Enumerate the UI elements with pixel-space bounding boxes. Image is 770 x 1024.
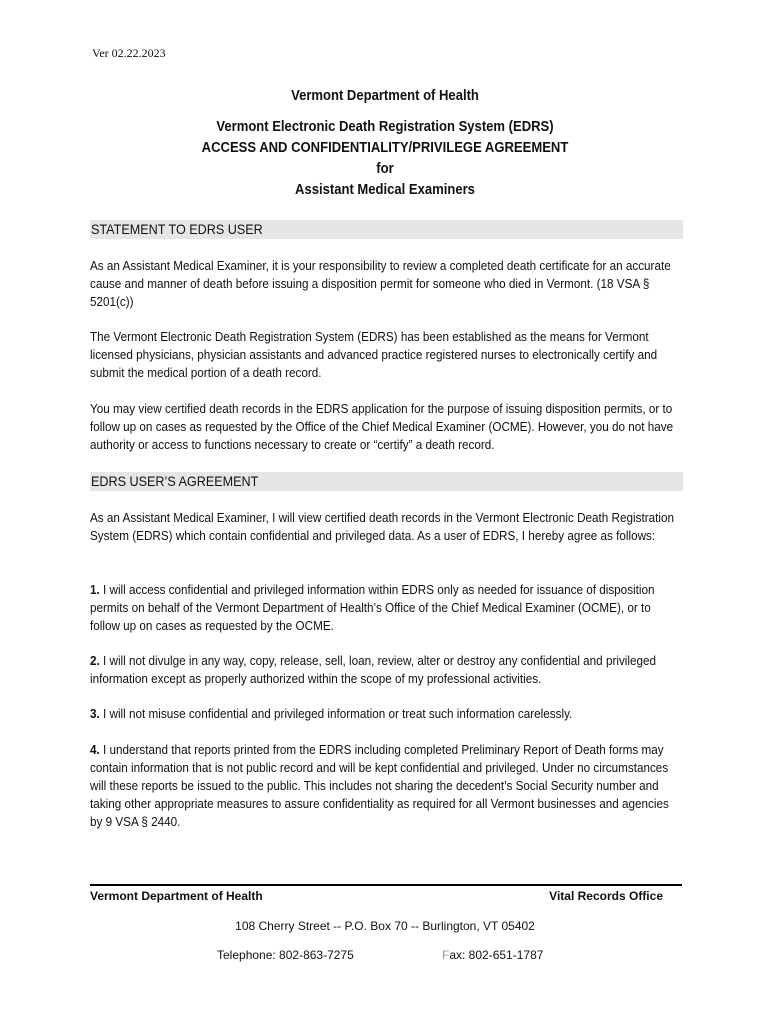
item-text: I will access confidential and privileged information within EDRS only as needed for issuance of disposition permits on behalf of the Vermont Department of Health’s Office of the Chief Medical Examiner (OCME), or to follow up on cases as requested by the OCME.	[90, 582, 655, 633]
footer-telephone: Telephone: 802-863-7275	[217, 948, 354, 962]
item-number: 4.	[90, 742, 100, 757]
statement-paragraph-2: The Vermont Electronic Death Registration System (EDRS) has been established as the means for Vermont licensed physicians, physician assistants and advanced practice registered nurses to electronically certify and submit the medical portion of a death record.	[90, 329, 658, 380]
version-label: Ver 02.22.2023	[92, 46, 166, 60]
agreement-item-2	[90, 652, 675, 688]
statement-heading: STATEMENT TO EDRS USER	[90, 220, 683, 239]
footer-fax	[442, 948, 543, 962]
document-title-block	[120, 86, 651, 201]
system-title: Vermont Electronic Death Registration System (EDRS)	[216, 119, 554, 135]
statement-paragraph-1: As an Assistant Medical Examiner, it is your responsibility to review a completed death certificate for an accurate cause and manner of death before issuing a disposition permit for someone who died in Vermont. (18 VSA § 5201(c))	[90, 258, 671, 309]
item-number: 3.	[90, 706, 100, 721]
item-text: I will not divulge in any way, copy, release, sell, loan, review, alter or destroy any confidential and privileged information except as properly authorized within the scope of my professional activities.	[90, 653, 657, 686]
item-number: 1.	[90, 582, 100, 597]
statement-paragraph-3: You may view certified death records in the EDRS application for the purpose of issuing disposition permits, or to follow up on cases as requested by the Office of the Chief Medical Examiner (OCME). However, you do not have authority or access to functions necessary to create or “certify” a death record.	[90, 401, 674, 452]
agreement-item-1	[90, 581, 675, 635]
agreement-intro: As an Assistant Medical Examiner, I will view certified death records in the Vermont Electronic Death Registration System (EDRS) which contain confidential and privileged data. As a user of EDRS, I hereby agree as follows:	[90, 510, 674, 543]
fax-number: ax: 802-651-1787	[449, 948, 544, 962]
for-label: for	[376, 161, 394, 177]
item-number: 2.	[90, 653, 100, 668]
agreement-heading: EDRS USER’S AGREEMENT	[90, 472, 683, 491]
agreement-item-3	[90, 705, 675, 723]
item-text: I will not misuse confidential and privileged information or treat such information carelessly.	[99, 706, 573, 721]
fax-initial: F	[442, 948, 450, 962]
agency-title: Vermont Department of Health	[291, 88, 479, 104]
footer-divider	[90, 884, 682, 886]
footer-office: Vital Records Office	[549, 889, 663, 903]
agreement-item-4	[90, 741, 675, 831]
footer-agency: Vermont Department of Health	[90, 889, 263, 903]
footer-address: 108 Cherry Street -- P.O. Box 70 -- Burlington, VT 05402	[235, 919, 535, 933]
item-text: I understand that reports printed from the EDRS including completed Preliminary Report of Death forms may contain information that is not public record and will be kept confidential and privileged. Under no circumstances will these reports be issued to the public. This includes not sharing the decedent’s Social Security number and taking other appropriate measures to assure confidentiality as required for all Vermont businesses and agencies by 9 VSA § 2440.	[90, 742, 669, 829]
agreement-title: ACCESS AND CONFIDENTIALITY/PRIVILEGE AGREEMENT	[201, 140, 569, 156]
audience-title: Assistant Medical Examiners	[295, 182, 475, 198]
